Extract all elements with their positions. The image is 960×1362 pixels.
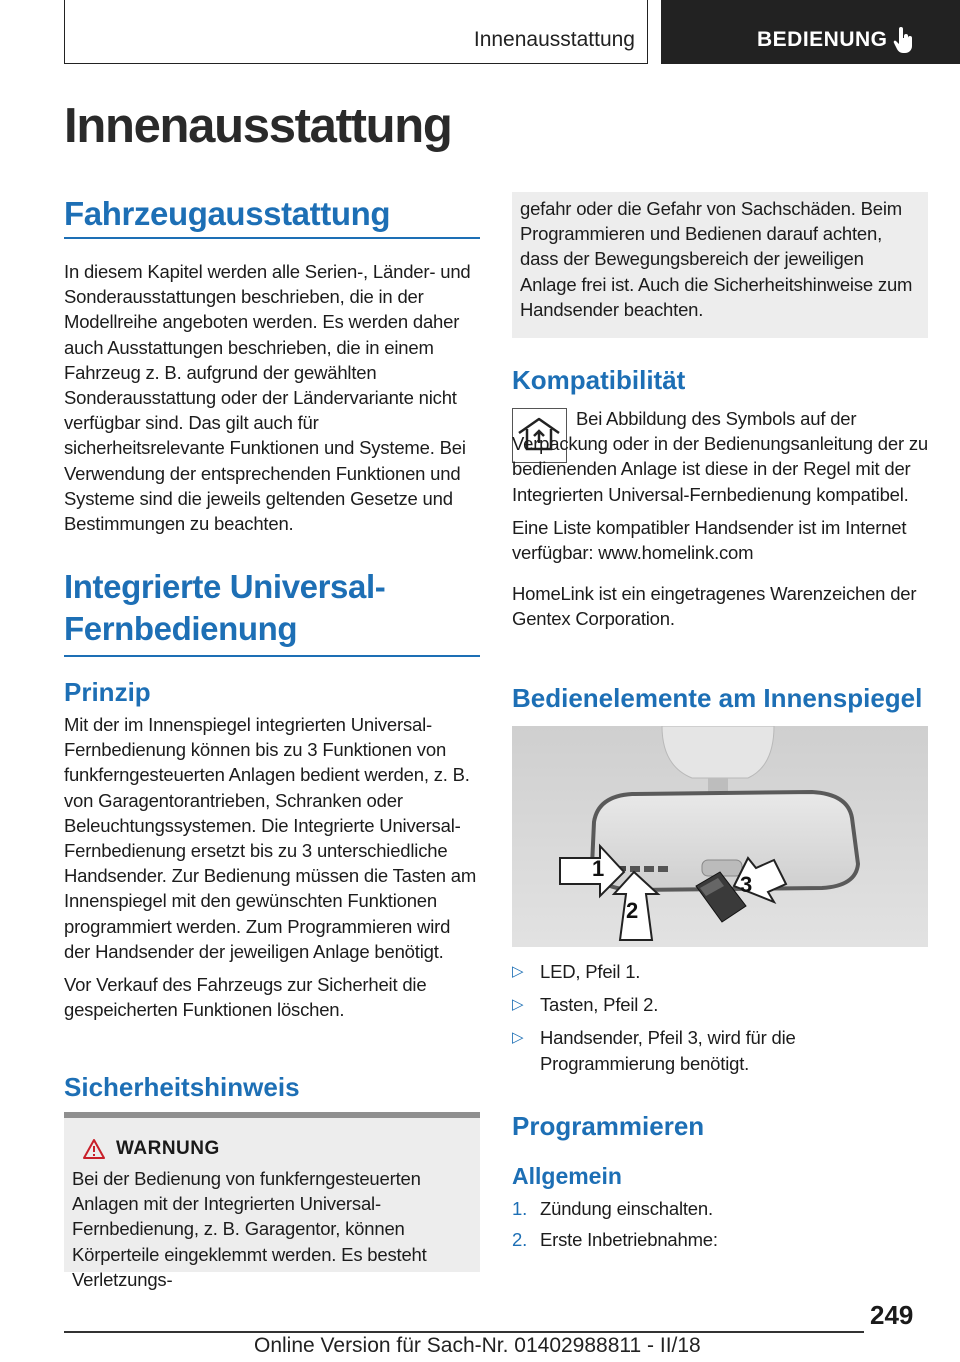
step-item	[512, 1196, 928, 1221]
paragraph-kompat: Bei Abbildung des Symbols auf der Verpackung oder in der Bedienungsanleitung der zu bedienenden Anlage ist diese in der Regel mit der Integrierten Universal-Fernbedienung kompatibel.	[512, 408, 929, 505]
header-chapter-title: BEDIENUNG	[757, 28, 888, 51]
figure-label-1: 1	[592, 856, 605, 881]
step-text: Erste Inbetriebnahme:	[540, 1229, 718, 1251]
step-item	[512, 1227, 928, 1252]
warning-box-continued	[512, 192, 928, 338]
warning-box	[64, 1112, 480, 1290]
triangle-bullet-icon: ▷	[512, 963, 524, 980]
heading-bedienelemente: Bedienelemente am Innenspiegel	[512, 683, 923, 713]
page-title: Innenausstattung	[64, 99, 452, 153]
heading-kompatibilitaet: Kompatibilität	[512, 365, 686, 395]
section-universal	[64, 566, 480, 657]
section-rule	[64, 655, 480, 657]
figure-label-2: 2	[626, 898, 639, 923]
heading-sicherheitshinweis: Sicherheitshinweis	[64, 1072, 300, 1102]
warning-text: Bei der Bedienung von funkferngesteuerten Anlagen mit der Integrierten Universal-Fernbedienung, z. B. Garagentor, können Körperteile eingeklemmt werden. Es besteht Verletzungs-	[72, 1168, 427, 1290]
subsection-bedienelemente	[512, 682, 928, 714]
page-number: 249	[870, 1300, 914, 1330]
list-item-text: Tasten, Pfeil 2.	[540, 994, 659, 1016]
step-text: Zündung einschalten.	[540, 1198, 713, 1219]
header-section-box	[64, 0, 648, 64]
section-title-universal-2: Fernbedienung	[64, 610, 298, 647]
heading-prinzip: Prinzip	[64, 677, 151, 707]
subsection-sicherheit	[64, 1071, 480, 1103]
footer-rule	[64, 1331, 864, 1333]
list-item	[512, 959, 928, 984]
warning-text-continued: gefahr oder die Gefahr von Sachschäden. Beim Programmieren und Bedienen darauf achten, dass der Bewegungsbereich der jeweiligen Anlage frei ist. Auch die Sicherheitshinweise zum Handsender beachten.	[520, 198, 913, 320]
list-item-text: Handsender, Pfeil 3, wird für die Programmierung benötigt.	[540, 1027, 796, 1074]
heading-allgemein: Allgemein	[512, 1163, 622, 1189]
paragraph-prinzip: Mit der im Innenspiegel integrierten Universal-Fernbedienung können bis zu 3 Funktionen von funkferngesteuerten Anlagen bedient werden, z. B. von Garagentorantrieben, Schranken oder Beleuchtungssystemen. Die Integrierte Universal-Fernbedienung ersetzt bis zu 3 unterschiedliche Handsender. Zur Bedienung müssen die Tasten am Innenspiegel mit den gewünschten Funktionen programmiert werden. Zum Programmieren wird der Handsender der jeweiligen Anlage benötigt.	[64, 714, 477, 962]
step-number: 2.	[512, 1229, 528, 1251]
subsection-kompatibilitaet	[512, 364, 928, 396]
subsection-prinzip	[64, 676, 480, 1022]
paragraph-prinzip-2: Vor Verkauf des Fahrzeugs zur Sicherheit die gespeicherten Funktionen löschen.	[64, 974, 427, 1021]
figure-label-3: 3	[740, 872, 753, 897]
hand-pointer-icon	[893, 27, 915, 53]
section-rule	[64, 237, 480, 239]
warning-triangle-icon	[82, 1138, 106, 1160]
list-item	[512, 992, 928, 1017]
triangle-bullet-icon: ▷	[512, 1029, 524, 1047]
subsection-programmieren	[512, 1110, 928, 1252]
paragraph-fahrzeug: In diesem Kapitel werden alle Serien-, Länder- und Sonderausstattungen beschrieben, die in der Modellreihe angeboten werden. Es werden daher auch Ausstattungen beschrieben, die in einem Fahrzeug z. B. aufgrund der gewählten Sonderausstattung oder der Ländervariante nicht verfügbar sind. Das gilt auch für sicherheitsrelevante Funktionen und Systeme. Bei Verwendung der entsprechenden Funktionen und Systeme sind die jeweils geltenden Gesetze und Bestimmungen zu beachten.	[64, 261, 471, 535]
kompat-text-block	[512, 406, 928, 632]
footer-text: Online Version für Sach-Nr. 01402988811 - II/18	[254, 1334, 701, 1357]
mirror-figure	[512, 726, 928, 947]
warning-label: WARNUNG	[116, 1138, 220, 1159]
paragraph-kompat-3: HomeLink ist ein eingetragenes Warenzeichen der Gentex Corporation.	[512, 583, 917, 630]
section-title-fahrzeug: Fahrzeugausstattung	[64, 195, 391, 232]
header-section-title: Innenausstattung	[473, 28, 635, 51]
triangle-bullet-icon: ▷	[512, 996, 524, 1014]
heading-programmieren: Programmieren	[512, 1111, 705, 1141]
bedien-list	[512, 959, 928, 1076]
section-fahrzeugausstattung	[64, 193, 480, 536]
step-number: 1.	[512, 1198, 528, 1219]
list-item	[512, 1025, 928, 1075]
list-item-text: LED, Pfeil 1.	[540, 961, 641, 982]
header-chapter-tab[interactable]	[661, 0, 960, 64]
paragraph-kompat-2: Eine Liste kompatibler Handsender ist im Internet verfügbar: www.homelink.com	[512, 516, 907, 564]
section-title-universal-1: Integrierte Universal-	[64, 568, 386, 605]
